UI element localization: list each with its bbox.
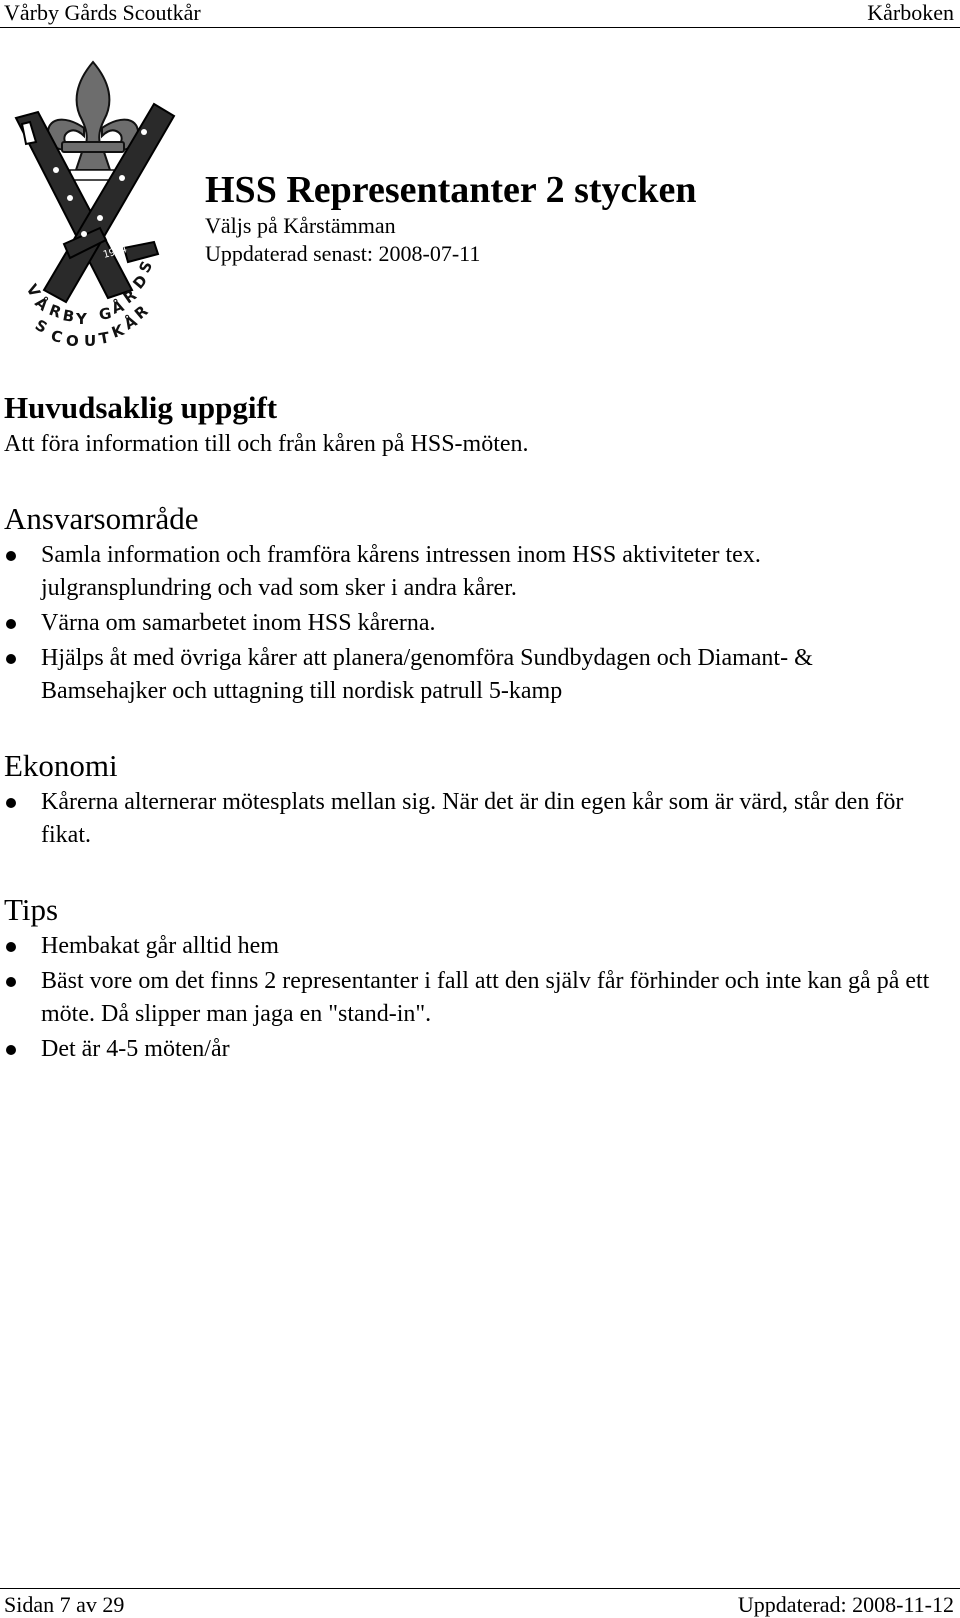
svg-text:U: U bbox=[84, 332, 97, 350]
svg-text:O: O bbox=[66, 332, 79, 350]
scout-fleur-de-lis-crest-icon bbox=[4, 58, 182, 350]
svg-text:R: R bbox=[131, 301, 152, 324]
svg-text:Å: Å bbox=[121, 312, 141, 334]
list-item: Kårerna alternerar mötesplats mellan sig. När det är din egen kår som är värd, står den för fikat. bbox=[4, 786, 934, 852]
list-item: Hembakat går alltid hem bbox=[4, 930, 934, 963]
election-info: Väljs på Kårstämman bbox=[205, 213, 396, 238]
page-header bbox=[0, 0, 960, 28]
main-content bbox=[4, 388, 934, 1104]
section-heading: Ansvarsområde bbox=[4, 501, 199, 536]
header-org-name: Vårby Gårds Scoutkår bbox=[4, 0, 201, 25]
bullet-list bbox=[4, 539, 934, 708]
svg-text:V: V bbox=[22, 281, 44, 301]
section-heading: Tips bbox=[4, 892, 59, 927]
bullet-icon bbox=[6, 619, 16, 629]
header-document-name: Kårboken bbox=[867, 0, 954, 25]
list-item: Det är 4-5 möten/år bbox=[4, 1033, 934, 1066]
svg-text:B: B bbox=[61, 306, 76, 326]
last-updated: Uppdaterad senast: 2008-07-11 bbox=[205, 241, 481, 266]
svg-text:K: K bbox=[109, 320, 127, 342]
bullet-icon bbox=[6, 798, 16, 808]
svg-text:R: R bbox=[46, 300, 64, 322]
svg-text:S: S bbox=[135, 258, 157, 276]
svg-text:G: G bbox=[97, 304, 113, 324]
document-updated: Uppdaterad: 2008-11-12 bbox=[737, 1592, 954, 1617]
svg-text:T: T bbox=[97, 328, 111, 348]
title-block bbox=[205, 168, 697, 268]
list-item: Hjälps åt med övriga kårer att planera/genomföra Sundbydagen och Diamant- & Bamsehajker och uttagning till nordisk patrull 5-kamp bbox=[4, 642, 934, 708]
section-huvudsaklig-uppgift bbox=[4, 388, 934, 461]
svg-text:D: D bbox=[129, 271, 152, 293]
section-ansvarsomrade bbox=[4, 499, 934, 708]
bullet-icon bbox=[6, 654, 16, 664]
svg-text:S: S bbox=[32, 315, 51, 337]
section-text: Att föra information till och från kåren på HSS-möten. bbox=[4, 431, 529, 457]
bullet-icon bbox=[6, 977, 16, 987]
bullet-icon bbox=[6, 1045, 16, 1055]
svg-text:Y: Y bbox=[76, 310, 87, 328]
page-footer bbox=[0, 1588, 960, 1618]
svg-text:R: R bbox=[119, 285, 140, 308]
list-item: Värna om samarbetet inom HSS kårerna. bbox=[4, 607, 934, 640]
section-ekonomi bbox=[4, 746, 934, 852]
svg-text:Å: Å bbox=[31, 293, 52, 315]
page-title: HSS Representanter 2 stycken bbox=[205, 169, 697, 211]
svg-text:C: C bbox=[48, 326, 65, 347]
svg-text:Å: Å bbox=[109, 296, 127, 318]
list-item: Bäst vore om det finns 2 representanter i fall att den själv får förhinder och inte kan gå på ett möte. Då slipper man jaga en "stand-in". bbox=[4, 965, 934, 1031]
page-number: Sidan 7 av 29 bbox=[4, 1592, 125, 1617]
bullet-icon bbox=[6, 551, 16, 561]
bullet-list bbox=[4, 930, 934, 1066]
section-tips bbox=[4, 890, 934, 1066]
bullet-icon bbox=[6, 942, 16, 952]
list-item: Samla information och framföra kårens intressen inom HSS aktiviteter tex. julgransplundring och vad som sker i andra kårer. bbox=[4, 539, 934, 605]
section-heading: Huvudsaklig uppgift bbox=[4, 390, 278, 425]
svg-text:1984: 1984 bbox=[101, 244, 129, 261]
section-heading: Ekonomi bbox=[4, 748, 118, 783]
bullet-list bbox=[4, 786, 934, 852]
